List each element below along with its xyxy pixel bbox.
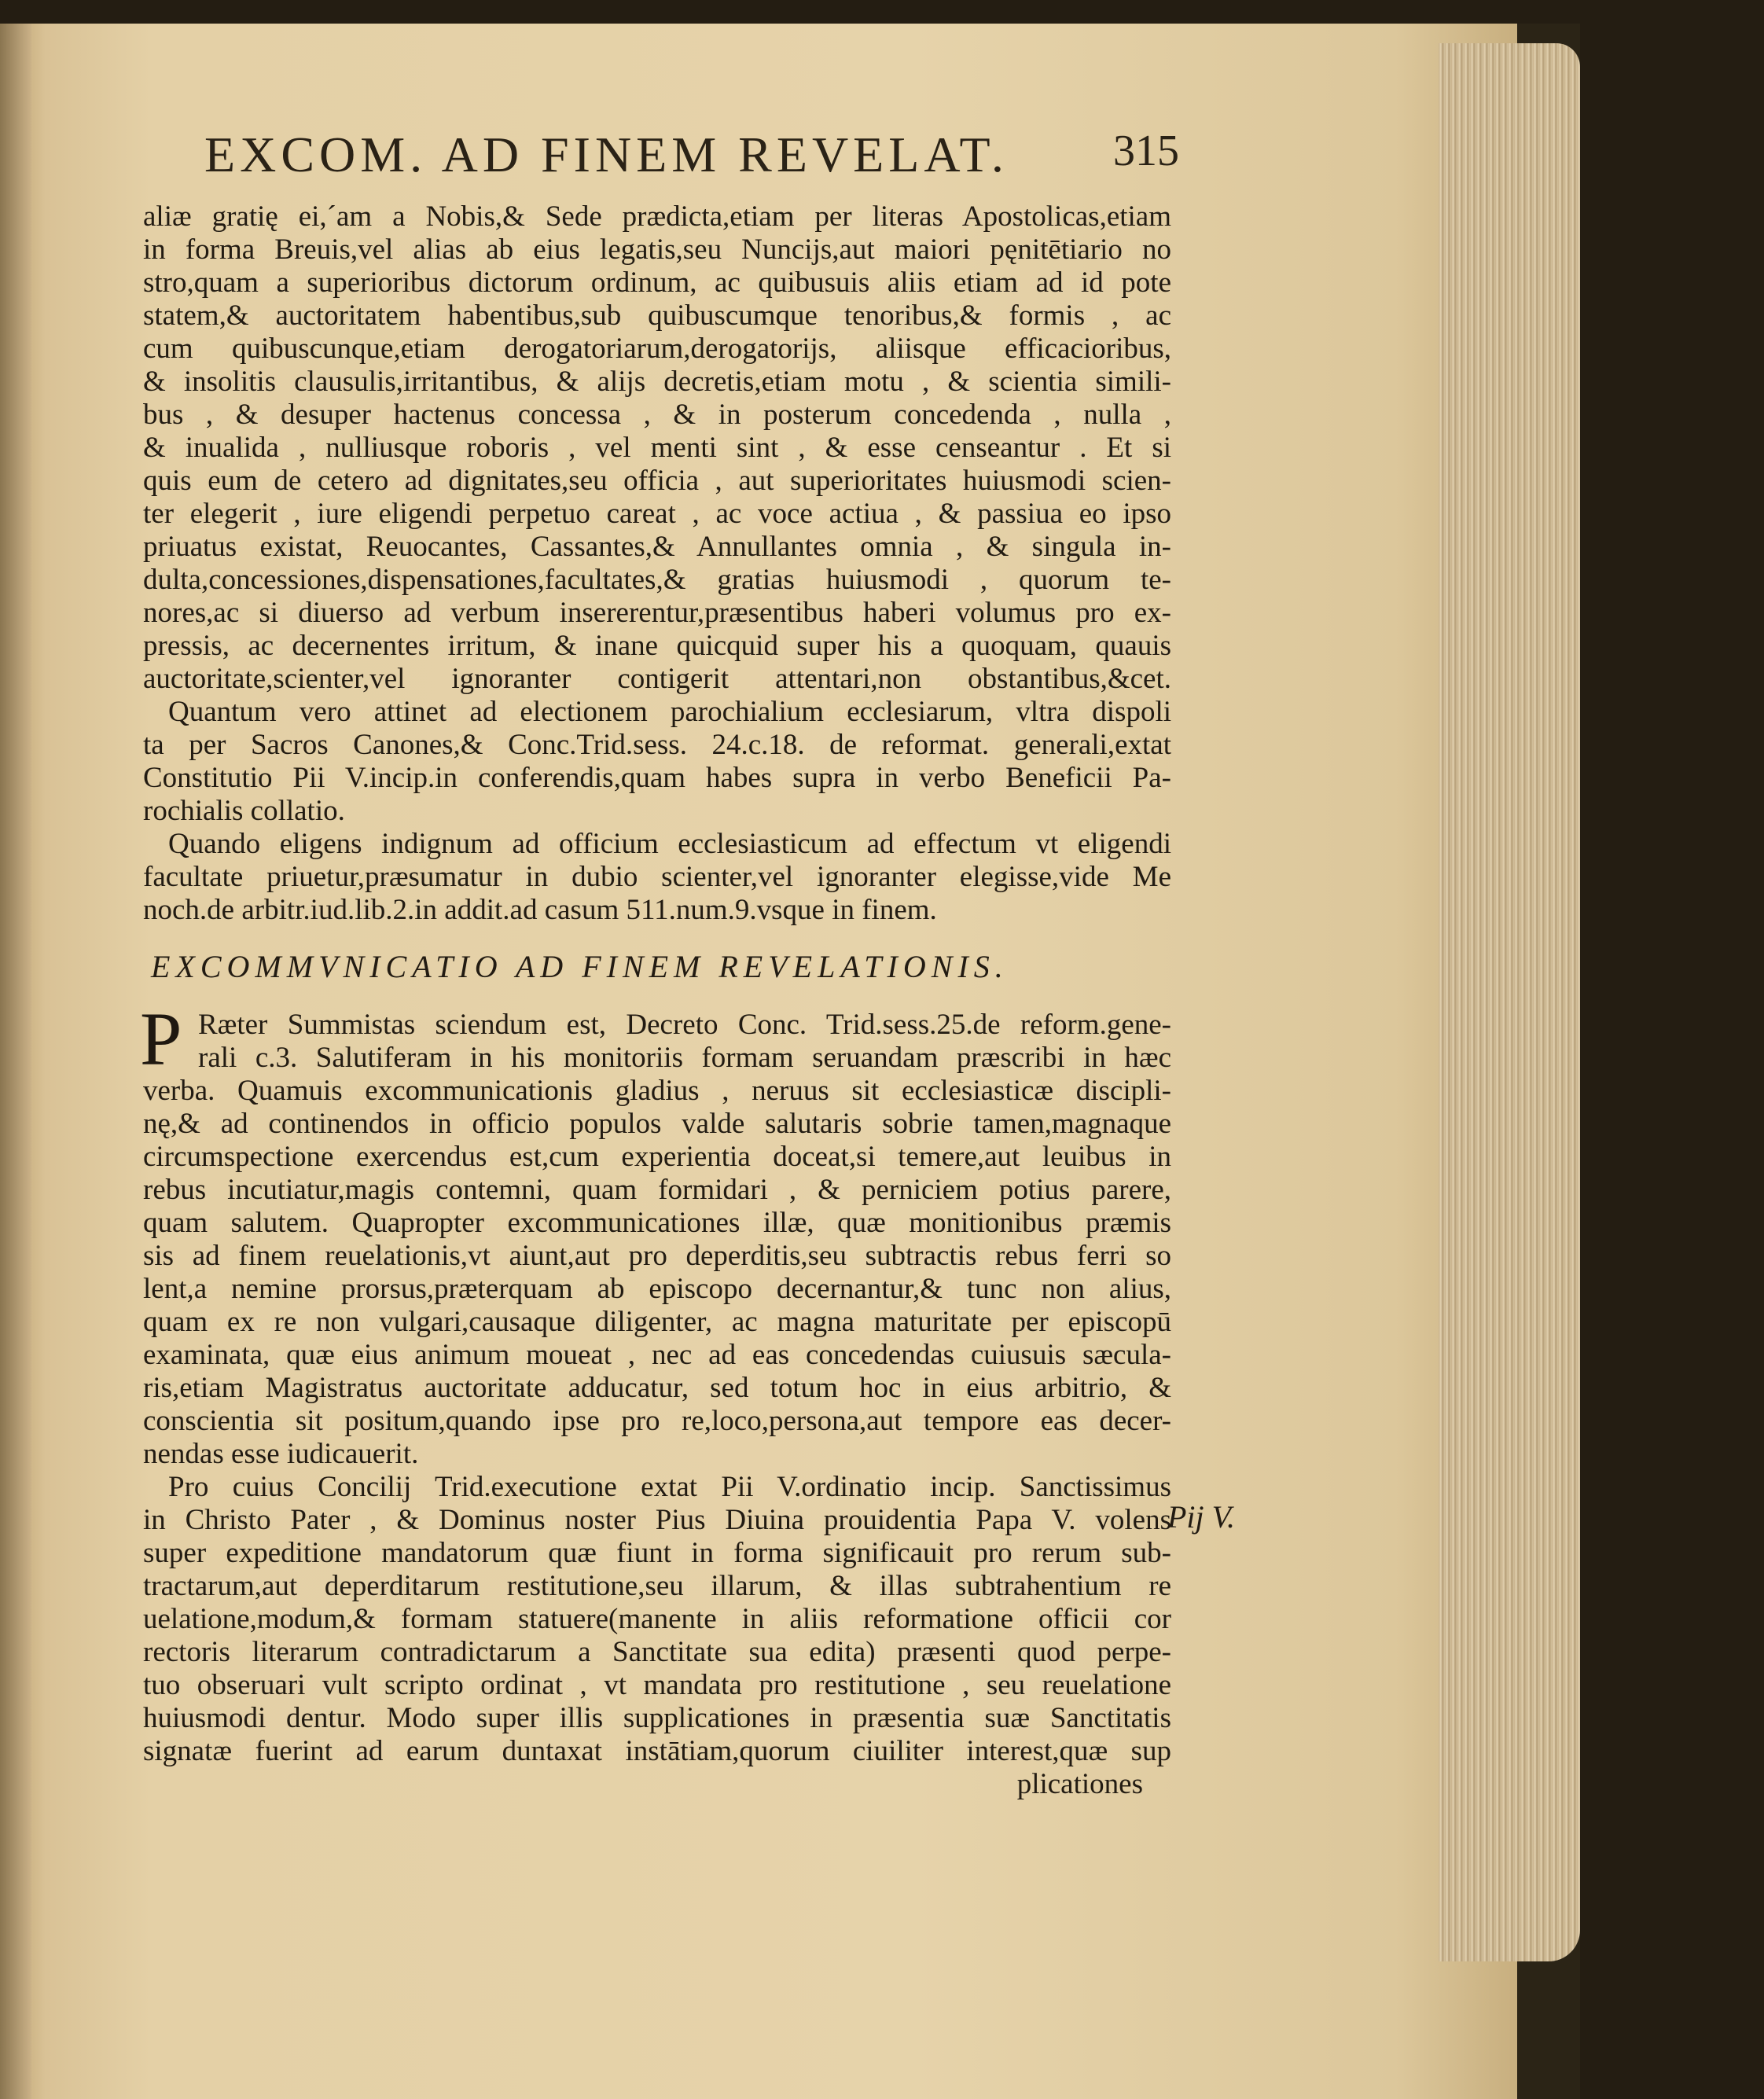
text-line: stro,quam a superioribus dictorum ordinum, ac quibusuis aliis etiam ad id pote [143,267,1171,299]
text-line: circumspectione exercendus est,cum experientia doceat,si temere,aut leuibus in [143,1141,1171,1173]
text-line: aliæ gratię ei,´am a Nobis,& Sede prædicta,etiam per literas Apostolicas,etiam [143,200,1171,233]
text-line: quis eum de cetero ad dignitates,seu officia , aut superioritates huiusmodi scien- [143,465,1171,497]
paragraph-4 [140,997,1171,1471]
text-line: Constitutio Pii V.incip.in conferendis,quam habes supra in verbo Beneficii Pa- [143,762,1171,794]
text-line: & insolitis clausulis,irritantibus, & alijs decretis,etiam motu , & scientia simili- [143,366,1171,398]
text-line: priuatus existat, Reuocantes, Cassantes,& Annullantes omnia , & singula in- [143,531,1171,563]
paragraph-2 [143,696,1171,828]
page-number: 315 [1113,127,1179,175]
marginal-note: Pij V. [1167,1499,1235,1535]
text-line: rali c.3. Salutiferam in his monitoriis formam seruandam præscribi in hæc [198,1042,1171,1074]
page-fore-edge [1439,43,1580,1961]
text-line: tractarum,aut deperditarum restitutione,seu illarum, & illas subtrahentium re [143,1570,1171,1602]
text-line: & inualida , nulliusque roboris , vel menti sint , & esse censeantur . Et si [143,432,1171,464]
text-line: bus , & desuper hactenus concessa , & in posterum concedenda , nulla , [143,399,1171,431]
catchword: plicationes [1016,1768,1143,1800]
text-line: facultate priuetur,præsumatur in dubio scienter,vel ignoranter elegisse,vide Me [143,861,1171,893]
text-line: verba. Quamuis excommunicationis gladius , neruus sit ecclesiasticæ discipli- [143,1075,1171,1107]
text-line: in Christo Pater , & Dominus noster Pius Diuina prouidentia Papa V. volens [143,1504,1171,1536]
section-heading: EXCOMMVNICATIO AD FINEM REVELATIONIS. [151,949,1009,984]
body-text [140,200,1171,1801]
text-line: tuo obseruari vult scripto ordinat , vt mandata pro restitutione , seu reuelatione [143,1669,1171,1701]
running-head: EXCOM. AD FINEM REVELAT. [204,127,1009,182]
scan-right-background [1580,0,1764,2099]
drop-cap: P [140,997,182,1081]
text-line: nę,& ad continendos in officio populos valde salutaris sobrie tamen,magnaque [143,1108,1171,1140]
text-line: lent,a nemine prorsus,præterquam ab episcopo decernantur,& tunc non alius, [143,1273,1171,1305]
text-line: quam salutem. Quapropter excommunicationes illæ, quæ monitionibus præmis [143,1207,1171,1239]
text-line: signatæ fuerint ad earum duntaxat instātiam,quorum ciuiliter interest,quæ sup [143,1735,1171,1767]
text-line: rebus incutiatur,magis contemni, quam formidari , & perniciem potius parere, [143,1174,1171,1206]
text-line: sis ad finem reuelationis,vt aiunt,aut pro deperditis,seu subtractis rebus ferri so [143,1240,1171,1272]
text-line: nendas esse iudicauerit. [143,1438,419,1470]
text-line: examinata, quæ eius animum moueat , nec ad eas concedendas cuiusuis sæcula- [143,1339,1171,1371]
text-line: conscientia sit positum,quando ipse pro re,loco,persona,aut tempore eas decer- [143,1405,1171,1437]
gutter-shadow [0,24,31,2099]
text-line: Quantum vero attinet ad electionem parochialium ecclesiarum, vltra dispoli [168,696,1171,728]
text-line: pressis, ac decernentes irritum, & inane quicquid super his a quoquam, quauis [143,630,1171,662]
text-line: statem,& auctoritatem habentibus,sub quibuscumque tenoribus,& formis , ac [143,300,1171,332]
text-line: nores,ac si diuerso ad verbum insererentur,præsentibus haberi volumus pro ex- [143,597,1171,629]
paragraph-1 [143,200,1171,696]
text-line: cum quibuscunque,etiam derogatoriarum,derogatorijs, aliisque efficacioribus, [143,333,1171,365]
text-line: auctoritate,scienter,vel ignoranter contigerit attentari,non obstantibus,&cet. [143,663,1171,695]
text-line: uelatione,modum,& formam statuere(manente in aliis reformatione officii cor [143,1603,1171,1635]
text-line: ter elegerit , iure eligendi perpetuo careat , ac voce actiua , & passiua eo ipso [143,498,1171,530]
page-header [204,126,1179,200]
text-line: super expeditione mandatorum quæ fiunt in forma significauit pro rerum sub- [143,1537,1171,1569]
text-line: noch.de arbitr.iud.lib.2.in addit.ad casum 511.num.9.vsque in finem. [143,894,937,926]
text-line-content: Ræter Summistas sciendum est, Decreto Conc. Trid.sess.25.de reform.gene- [198,1009,1171,1041]
text-line: huiusmodi dentur. Modo super illis supplicationes in præsentia suæ Sanctitatis [143,1702,1171,1734]
scan-top-background [0,0,1764,24]
paragraph-5 [143,1471,1171,1768]
text-line: rectoris literarum contradictarum a Sanctitate sua edita) præsenti quod perpe- [143,1636,1171,1668]
text-line: Quando eligens indignum ad officium ecclesiasticum ad effectum vt eligendi [168,828,1171,860]
text-line: ta per Sacros Canones,& Conc.Trid.sess. 24.c.18. de reformat. generali,extat [143,729,1171,761]
text-line: dulta,concessiones,dispensationes,facultates,& gratias huiusmodi , quorum te- [143,564,1171,596]
paragraph-3 [143,828,1171,927]
text-line: quam ex re non vulgari,causaque diligenter, ac magna maturitate per episcopū [143,1306,1171,1338]
text-line: rochialis collatio. [143,795,345,827]
text-line: in forma Breuis,vel alias ab eius legatis,seu Nuncijs,aut maiori pęnitētiario no [143,233,1171,266]
text-line: Pro cuius Concilij Trid.executione extat Pii V.ordinatio incip. Sanctissimus [168,1471,1171,1503]
text-line: ris,etiam Magistratus auctoritate adducatur, sed totum hoc in eius arbitrio, & [143,1372,1171,1404]
